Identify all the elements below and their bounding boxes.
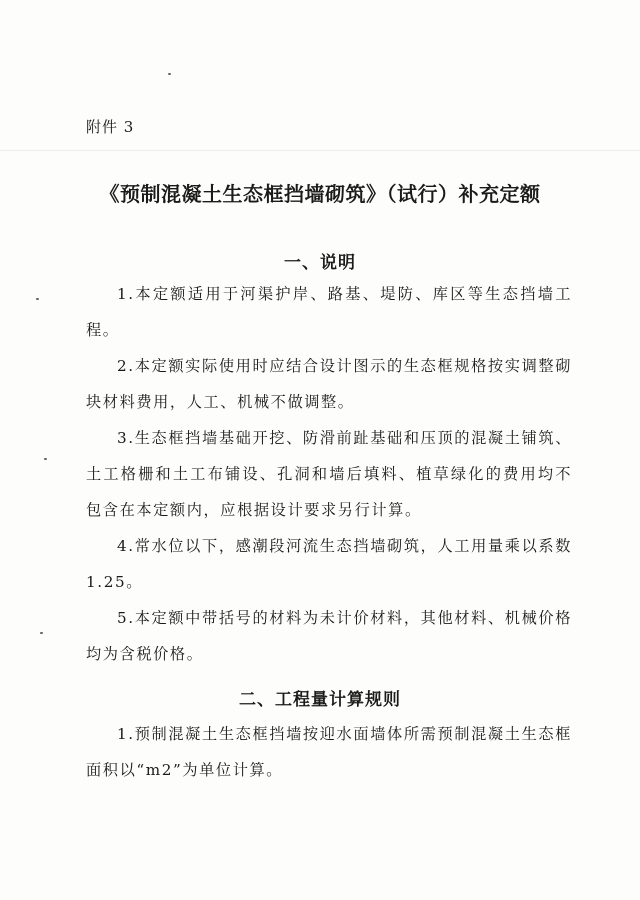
scan-speck <box>40 632 43 634</box>
scan-speck <box>36 298 39 300</box>
paragraph-item-3: 3.生态框挡墙基础开挖、防滑前趾基础和压顶的混凝土铺筑、土工格栅和土工布铺设、孔洞和墙后填料、植草绿化的费用均不包含在本定额内，应根据设计要求另行计算。 <box>86 429 572 519</box>
paragraph-item-1: 1.本定额适用于河渠护岸、路基、堤防、库区等生态挡墙工程。 <box>86 285 572 339</box>
document-title: 《预制混凝土生态框挡墙砌筑》（试行）补充定额 <box>99 182 541 206</box>
scan-speck <box>44 458 47 460</box>
scan-artifact-line <box>0 150 640 151</box>
paragraph-rule-1: 1.预制混凝土生态框挡墙按迎水面墙体所需预制混凝土生态框面积以“m2”为单位计算。 <box>86 725 572 779</box>
paragraph-item-2: 2.本定额实际使用时应结合设计图示的生态框规格按实调整砌块材料费用，人工、机械不做调整。 <box>86 357 572 411</box>
scan-speck <box>168 73 171 75</box>
annex-label: 附件 3 <box>86 118 135 136</box>
section-heading-explanation: 一、说明 <box>284 253 356 273</box>
section-heading-quantity-rules: 二、工程量计算规则 <box>239 690 401 710</box>
paragraph-item-5: 5.本定额中带括号的材料为未计价材料，其他材料、机械价格均为含税价格。 <box>86 609 572 663</box>
paragraph-item-4: 4.常水位以下，感潮段河流生态挡墙砌筑，人工用量乘以系数 1.25。 <box>86 537 572 591</box>
